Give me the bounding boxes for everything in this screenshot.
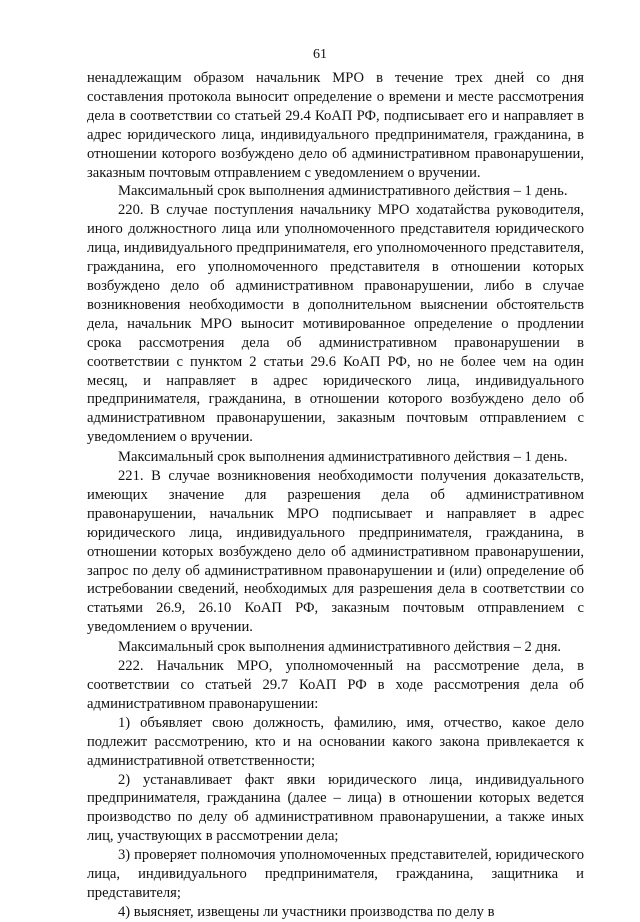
paragraph-max-term: Максимальный срок выполнения административного действия – 1 день. bbox=[118, 183, 568, 200]
list-item-4: 4) выясняет, извещены ли участники производства по делу в bbox=[118, 903, 495, 920]
list-item-3: 3) проверяет полномочия уполномоченных представителей, юридического лица, индивидуального предпринимателя, гражданина, защитника и представителя; bbox=[87, 847, 584, 901]
paragraph-max-term: Максимальный срок выполнения административного действия – 2 дня. bbox=[118, 639, 562, 656]
paragraph-220: 220. В случае поступления начальнику МРО ходатайства руководителя, иного должностного лица или уполномоченного представителя юридического лица, индивидуального предпринимателя, его уполномоченного представителя, гражданина, его уполномоченного представителя в отношении которых возбуждено дело об административном правонарушении, либо в случае возникновения необходимости в дополнительном выяснении обстоятельств дела, начальник МРО выносит мотивированное определение о продлении срока рассмотрения дела об административном правонарушении в соответствии с пунктом 2 статьи 29.6 КоАП РФ, но не более чем на один месяц, и направляет в адрес юридического лица, индивидуального предпринимателя, гражданина, в отношении которого возбуждено дело об административном правонарушении, заказным почтовым отправлением с уведомлением о вручении. bbox=[87, 202, 584, 446]
document-body bbox=[87, 69, 584, 922]
paragraph-max-term: Максимальный срок выполнения административного действия – 1 день. bbox=[118, 449, 568, 466]
paragraph-222: 222. Начальник МРО, уполномоченный на рассмотрение дела, в соответствии со статьей 29.7 КоАП РФ в ходе рассмотрения дела об административном правонарушении: bbox=[87, 658, 584, 712]
page-number: 61 bbox=[313, 47, 327, 62]
list-item-1: 1) объявляет свою должность, фамилию, имя, отчество, какое дело подлежит рассмотрению, кто и на основании какого закона привлекается к административной ответственности; bbox=[87, 714, 584, 769]
paragraph-continuation: ненадлежащим образом начальник МРО в течение трех дней со дня составления протокола выносит определение о времени и месте рассмотрения дела в соответствии со статьей 29.4 КоАП РФ, подписывает его и направляет в адрес юридического лица, индивидуального предпринимателя, гражданина, в отношении которого возбуждено дело об административном правонарушении, заказным почтовым отправлением с уведомлением о вручении. bbox=[87, 70, 584, 181]
paragraph-221: 221. В случае возникновения необходимости получения доказательств, имеющих значение для разрешения дела об административном правонарушении, начальник МРО подписывает и направляет в адрес юридического лица, индивидуального предпринимателя, гражданина, в отношении которых возбуждено дело об административном правонарушении, запрос по делу об административном правонарушении и (или) определение об истребовании сведений, необходимых для разрешения дела в соответствии со статьями 26.9, 26.10 КоАП РФ, заказным почтовым отправлением с уведомлением о вручении. bbox=[87, 468, 584, 636]
list-item-2: 2) устанавливает факт явки юридического лица, индивидуального предпринимателя, гражданина (далее – лица) в отношении которых ведется производство по делу об административном правонарушении, а также иных лиц, участвующих в рассмотрении дела; bbox=[87, 771, 584, 845]
